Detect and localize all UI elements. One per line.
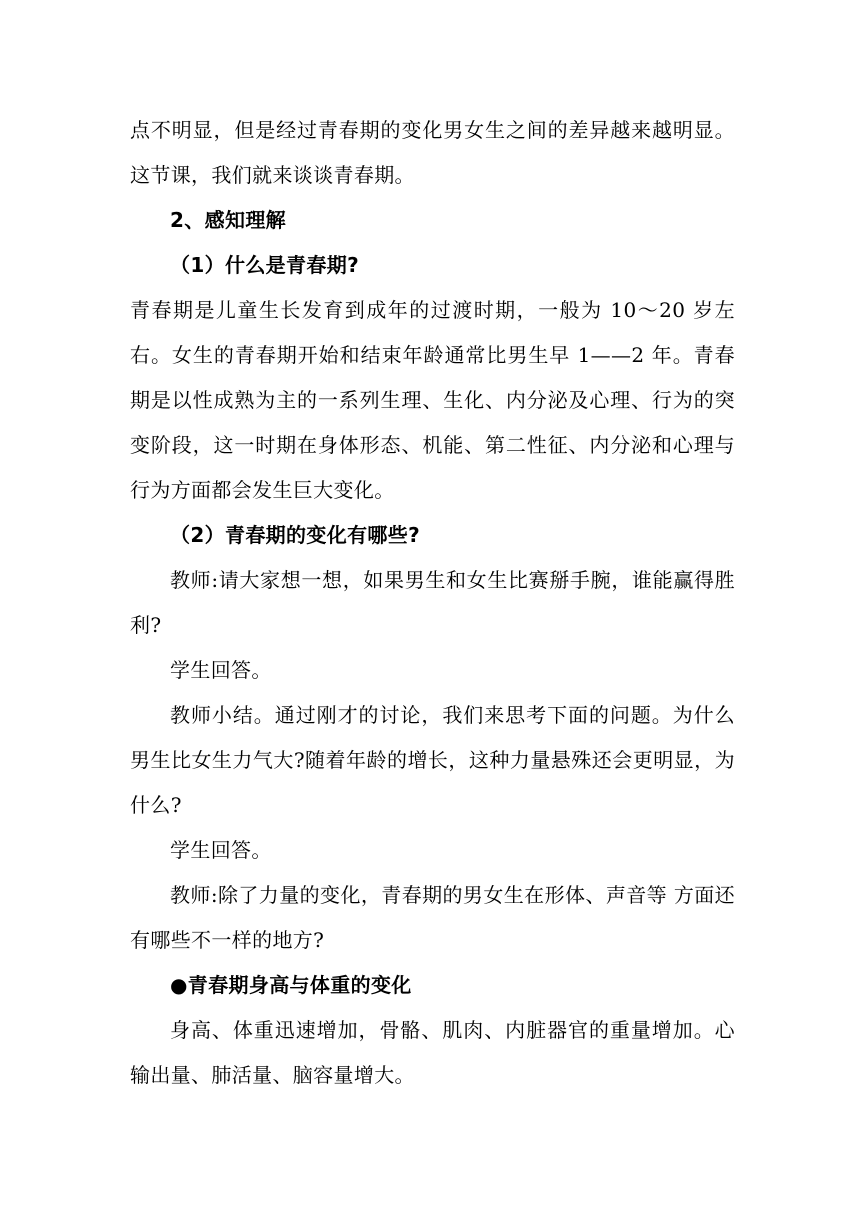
paragraph-student-answer-1: 学生回答。 [170, 658, 272, 682]
paragraph-student-answer-2: 学生回答。 [170, 838, 272, 862]
paragraph-intro-continued: 点不明显，但是经过青春期的变化男女生之间的差异越来越明显。这节课，我们就来谈谈青春期。 [130, 118, 735, 187]
paragraph-teacher-question-differences: 教师:除了力量的变化，青春期的男女生在形体、声音等 方面还有哪些不一样的地方? [130, 883, 735, 952]
paragraph-teacher-question-arm-wrestling: 教师:请大家想一想，如果男生和女生比赛掰手腕，谁能赢得胜利? [130, 568, 735, 637]
document-body [130, 108, 735, 1098]
subheading-what-is-puberty: （1）什么是青春期? [170, 253, 360, 277]
paragraph-puberty-definition: 青春期是儿童生长发育到成年的过渡时期，一般为 10～20 岁左右。女生的青春期开始和结束年龄通常比男生早 1——2 年。青春期是以性成熟为主的一系列生理、生化、内分泌及心理、行为的突变阶段，这一时期在身体形态、机能、第二性征、内分泌和心理与行为方面都会发生巨大变化。 [130, 298, 735, 502]
paragraph-teacher-summary: 教师小结。通过刚才的讨论，我们来思考下面的问题。为什么男生比女生力气大?随着年龄的增长，这种力量悬殊还会更明显，为什么? [130, 703, 735, 817]
heading-perception-understanding: 2、感知理解 [170, 208, 287, 232]
paragraph-height-weight-changes: 身高、体重迅速增加，骨骼、肌肉、内脏器官的重量增加。心输出量、肺活量、脑容量增大。 [130, 1018, 735, 1087]
subheading-puberty-changes: （2）青春期的变化有哪些? [170, 523, 421, 547]
bullet-heading-height-weight: ●青春期身高与体重的变化 [170, 973, 412, 997]
